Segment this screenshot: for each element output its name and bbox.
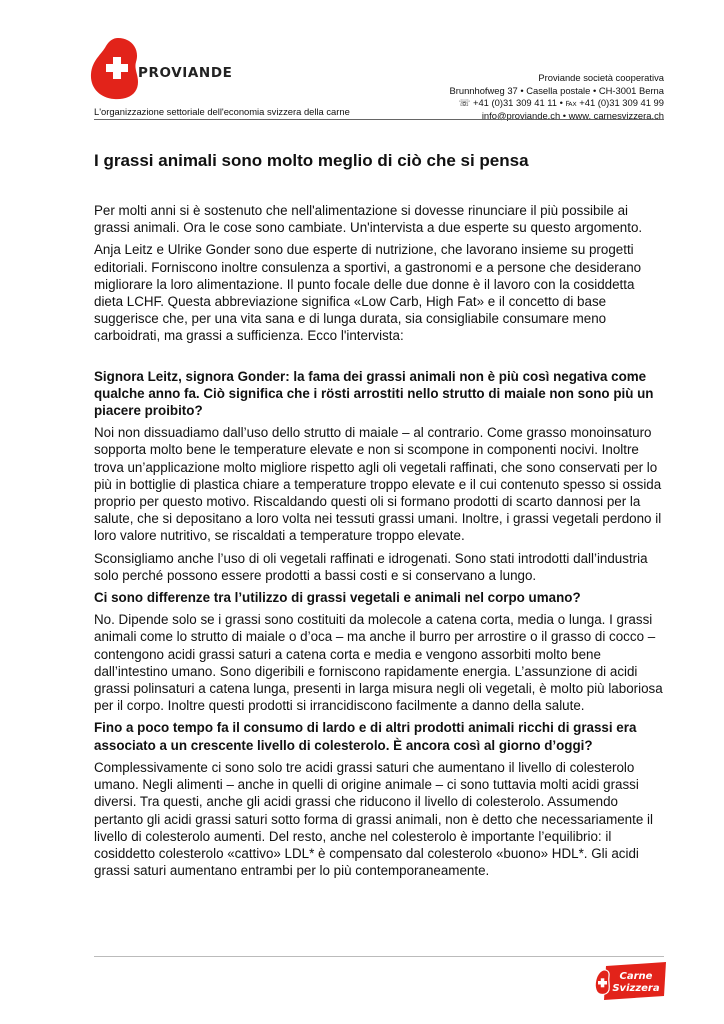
logo-line1: Carne — [619, 971, 653, 982]
interview-question: Fino a poco tempo fa il consumo di lardo e di altri prodotti animali ricchi di grassi era associato a un crescente livello di colesterolo. È ancora così al giorno d’oggi? — [94, 720, 637, 753]
header-divider — [94, 119, 664, 120]
carne-svizzera-logo — [590, 962, 668, 1002]
email-web-line: info@proviande.ch • www. carnesvizzera.ch — [481, 109, 664, 121]
interview-answer: Complessivamente ci sono solo tre acidi grassi saturi che aumentano il livello di colesterolo umano. Negli alimenti – anche in quelli di origine animale – ci sono tuttavia molti acidi grassi diversi. Tra questi, anche gli acidi grassi che riducono il livello di colesterolo. Assumendo pertanto gli acidi grassi saturi sotto forma di grassi animali, non è detto che necessariamente il livello di colesterolo aumenti. Del resto, anche nel colesterolo è importante l’equilibrio: il cosiddetto colesterolo «cattivo» LDL* è compensato dal colesterolo «buono» HDL*. Gli acidi grassi saturi aumentano entrambi per lo più contemporaneamente. — [94, 759, 653, 879]
footer-divider — [94, 956, 664, 957]
interview-answer: Sconsigliamo anche l’uso di oli vegetali raffinati e idrogenati. Sono stati introdotti dall’industria solo perché possono essere prodotti a bassi costi e si conservano a lungo. — [94, 550, 648, 583]
interview-question: Ci sono differenze tra l’utilizzo di grassi vegetali e animali nel corpo umano? — [94, 590, 581, 606]
interview-question: Signora Leitz, signora Gonder: la fama dei grassi animali non è più così negativa come qualche anno fa. Ciò significa che i rösti arrostiti nello strutto di maiale non sono più un piacere proibito? — [94, 368, 654, 419]
spacer — [94, 350, 664, 368]
intro-paragraph: Anja Leitz e Ulrike Gonder sono due esperte di nutrizione, che lavorano insieme su progetti editoriali. Forniscono inoltre consulenza a sportivi, a gastronomi e a persone che desiderano migliorare la loro alimentazione. Il punto focale delle due donne è il lavoro con la cosiddetta dieta LCHF. Questa abbreviazione significa «Low Carb, High Fat» e il concetto di base suggerisce che, per una vita sana e di lunga durata, sia consigliabile consumare meno carboidrati, ma grassi a sufficienza. Ecco l'intervista: — [94, 242, 642, 344]
address-line: Proviande società cooperativa — [538, 72, 664, 83]
contact-block — [449, 72, 664, 122]
interview-answer: No. Dipende solo se i grassi sono costituiti da molecole a catena corta, media o lunga. I grassi animali come lo strutto di maiale o d’oca – ma anche il burro per arrostire o il grasso di cocco – contengono acidi grassi saturi a catena corta e media e vengono assorbiti molto bene dall’intestino umano. Sono digeribili e forniscono rapidamente energia. L’assunzione di acidi grassi polinsaturi a catena lunga, presenti in larga misura negli oli vegetali, è molto più laboriosa per il corpo. Inoltre questi prodotti si irrancidiscono facilmente a danno della salute. — [94, 612, 663, 714]
article-title: I grassi animali sono molto meglio di ciò che si pensa — [94, 151, 529, 170]
interview-answer: Noi non dissuadiamo dall’uso dello strutto di maiale – al contrario. Come grasso monoinsaturo sopporta molto bene le temperature elevate e non si scompone in componenti nocivi. Inoltre trova un’applicazione molto migliore rispetto agli oli vegetali raffinati, che sono conservati per lo più in bottiglie di plastica chiare a temperature troppo elevate e il cui contenuto spesso si ossida proprio per questo motivo. Riscaldando questi oli si formano prodotti di scarto dannosi per la salute, che si depositano a loro volta nei tessuti grassi umani. Inoltre, i grassi vegetali perdono il loro valore nutritivo, se riscaldati a temperature troppo elevate. — [94, 425, 662, 544]
address-line: Brunnhofweg 37 • Casella postale • CH-3001 Berna — [449, 84, 664, 96]
brand-name: PROVIANDE — [138, 65, 233, 81]
tagline: L'organizzazione settoriale dell'economia svizzera della carne — [94, 106, 350, 117]
proviande-logo — [88, 36, 258, 102]
article — [94, 150, 664, 884]
logo-line2: Svizzera — [612, 983, 660, 994]
carne-svizzera-badge-icon — [590, 962, 668, 1002]
phone-fax-line: ☏ +41 (0)31 309 41 11 • ℻ +41 (0)31 309 41 99 — [458, 97, 664, 109]
intro-paragraph: Per molti anni si è sostenuto che nell'alimentazione si dovesse rinunciare il più possibile ai grassi animali. Ora le cose sono cambiate. Un'intervista a due esperte su questo argomento. — [94, 203, 643, 236]
